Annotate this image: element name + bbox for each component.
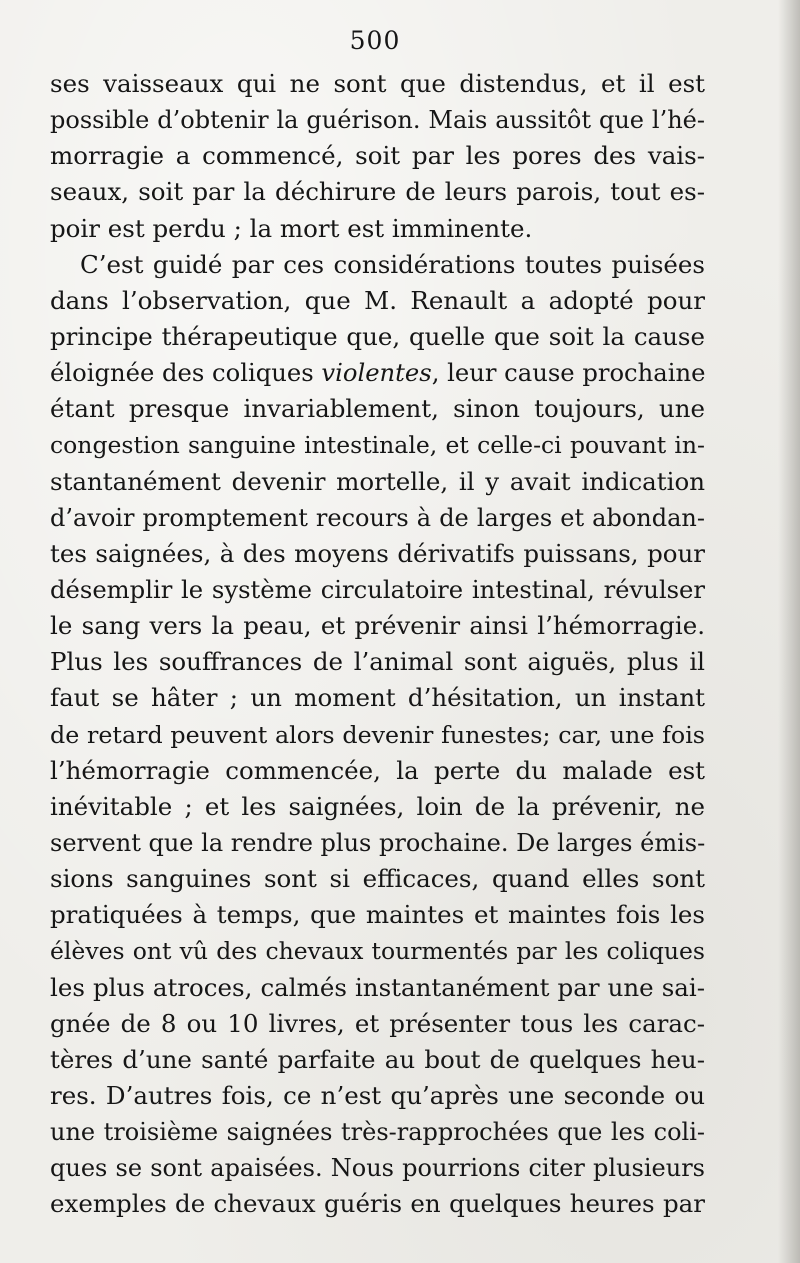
text-line: le sang vers la peau, et prévenir ainsi l’hémorragie. [50,611,705,641]
text-line: poir est perdu ; la mort est imminente. [50,213,533,243]
text-line: congestion sanguine intestinale, et celle-ci pouvant in- [50,431,705,460]
text-line: res. D’autres fois, ce n’est qu’après une seconde ou [50,1080,705,1110]
text-line: inévitable ; et les saignées, loin de la prévenir, ne [50,791,705,821]
text-line: Plus les souffrances de l’animal sont aiguës, plus il [50,647,705,677]
page-number: 500 [349,26,401,55]
text-line: élèves ont vû des chevaux tourmentés par les coliques [50,937,705,966]
text-line: tères d’une santé parfaite au bout de quelques heu- [50,1044,705,1074]
text-line: une troisième saignées très-rapprochées que les coli- [50,1118,705,1147]
text-line: principe thérapeutique que, quelle que soit la cause [50,321,705,351]
text-line: faut se hâter ; un moment d’hésitation, un instant [50,683,705,713]
page-edge-shadow [778,0,800,1263]
text-line: les plus atroces, calmés instantanément par une sai- [50,972,705,1002]
text-line: d’avoir promptement recours à de larges et abondan- [50,503,705,532]
text-line: gnée de 8 ou 10 livres, et présenter tous les carac- [50,1008,705,1038]
italic-word: violentes [321,358,432,388]
text-line: stantanément devenir mortelle, il y avait indication [50,466,705,496]
text-line: tes saignées, à des moyens dérivatifs puissans, pour [50,538,705,568]
body-text [50,66,705,1223]
text-line: morragie a commencé, soit par les pores des vais- [50,141,705,171]
text-line: exemples de chevaux guéris en quelques heures par [50,1189,705,1219]
text-segment: , leur cause prochaine [431,358,706,388]
text-line: étant presque invariablement, sinon toujours, une [50,394,705,424]
text-line: désemplir le système circulatoire intestinal, révulser [50,574,705,604]
text-line: C’est guidé par ces considérations toutes puisées [80,249,705,279]
text-line: seaux, soit par la déchirure de leurs parois, tout es- [50,177,705,207]
text-line [50,355,705,391]
text-line: ses vaisseaux qui ne sont que distendus, et il est [50,69,705,98]
text-line: servent que la rendre plus prochaine. De larges émis- [50,828,706,857]
text-line: de retard peuvent alors devenir funestes; car, une fois [50,720,705,749]
text-line: sions sanguines sont si efficaces, quand elles sont [50,864,705,894]
text-line: ques se sont apaisées. Nous pourrions citer plusieurs [50,1154,705,1183]
text-line: l’hémorragie commencée, la perte du malade est [50,755,705,785]
text-line: pratiquées à temps, que maintes et maintes fois les [50,900,705,930]
text-line: dans l’observation, que M. Renault a adopté pour [50,285,705,315]
text-line: possible d’obtenir la guérison. Mais aussitôt que l’hé- [50,106,705,135]
text-segment: éloignée des coliques [50,358,322,388]
